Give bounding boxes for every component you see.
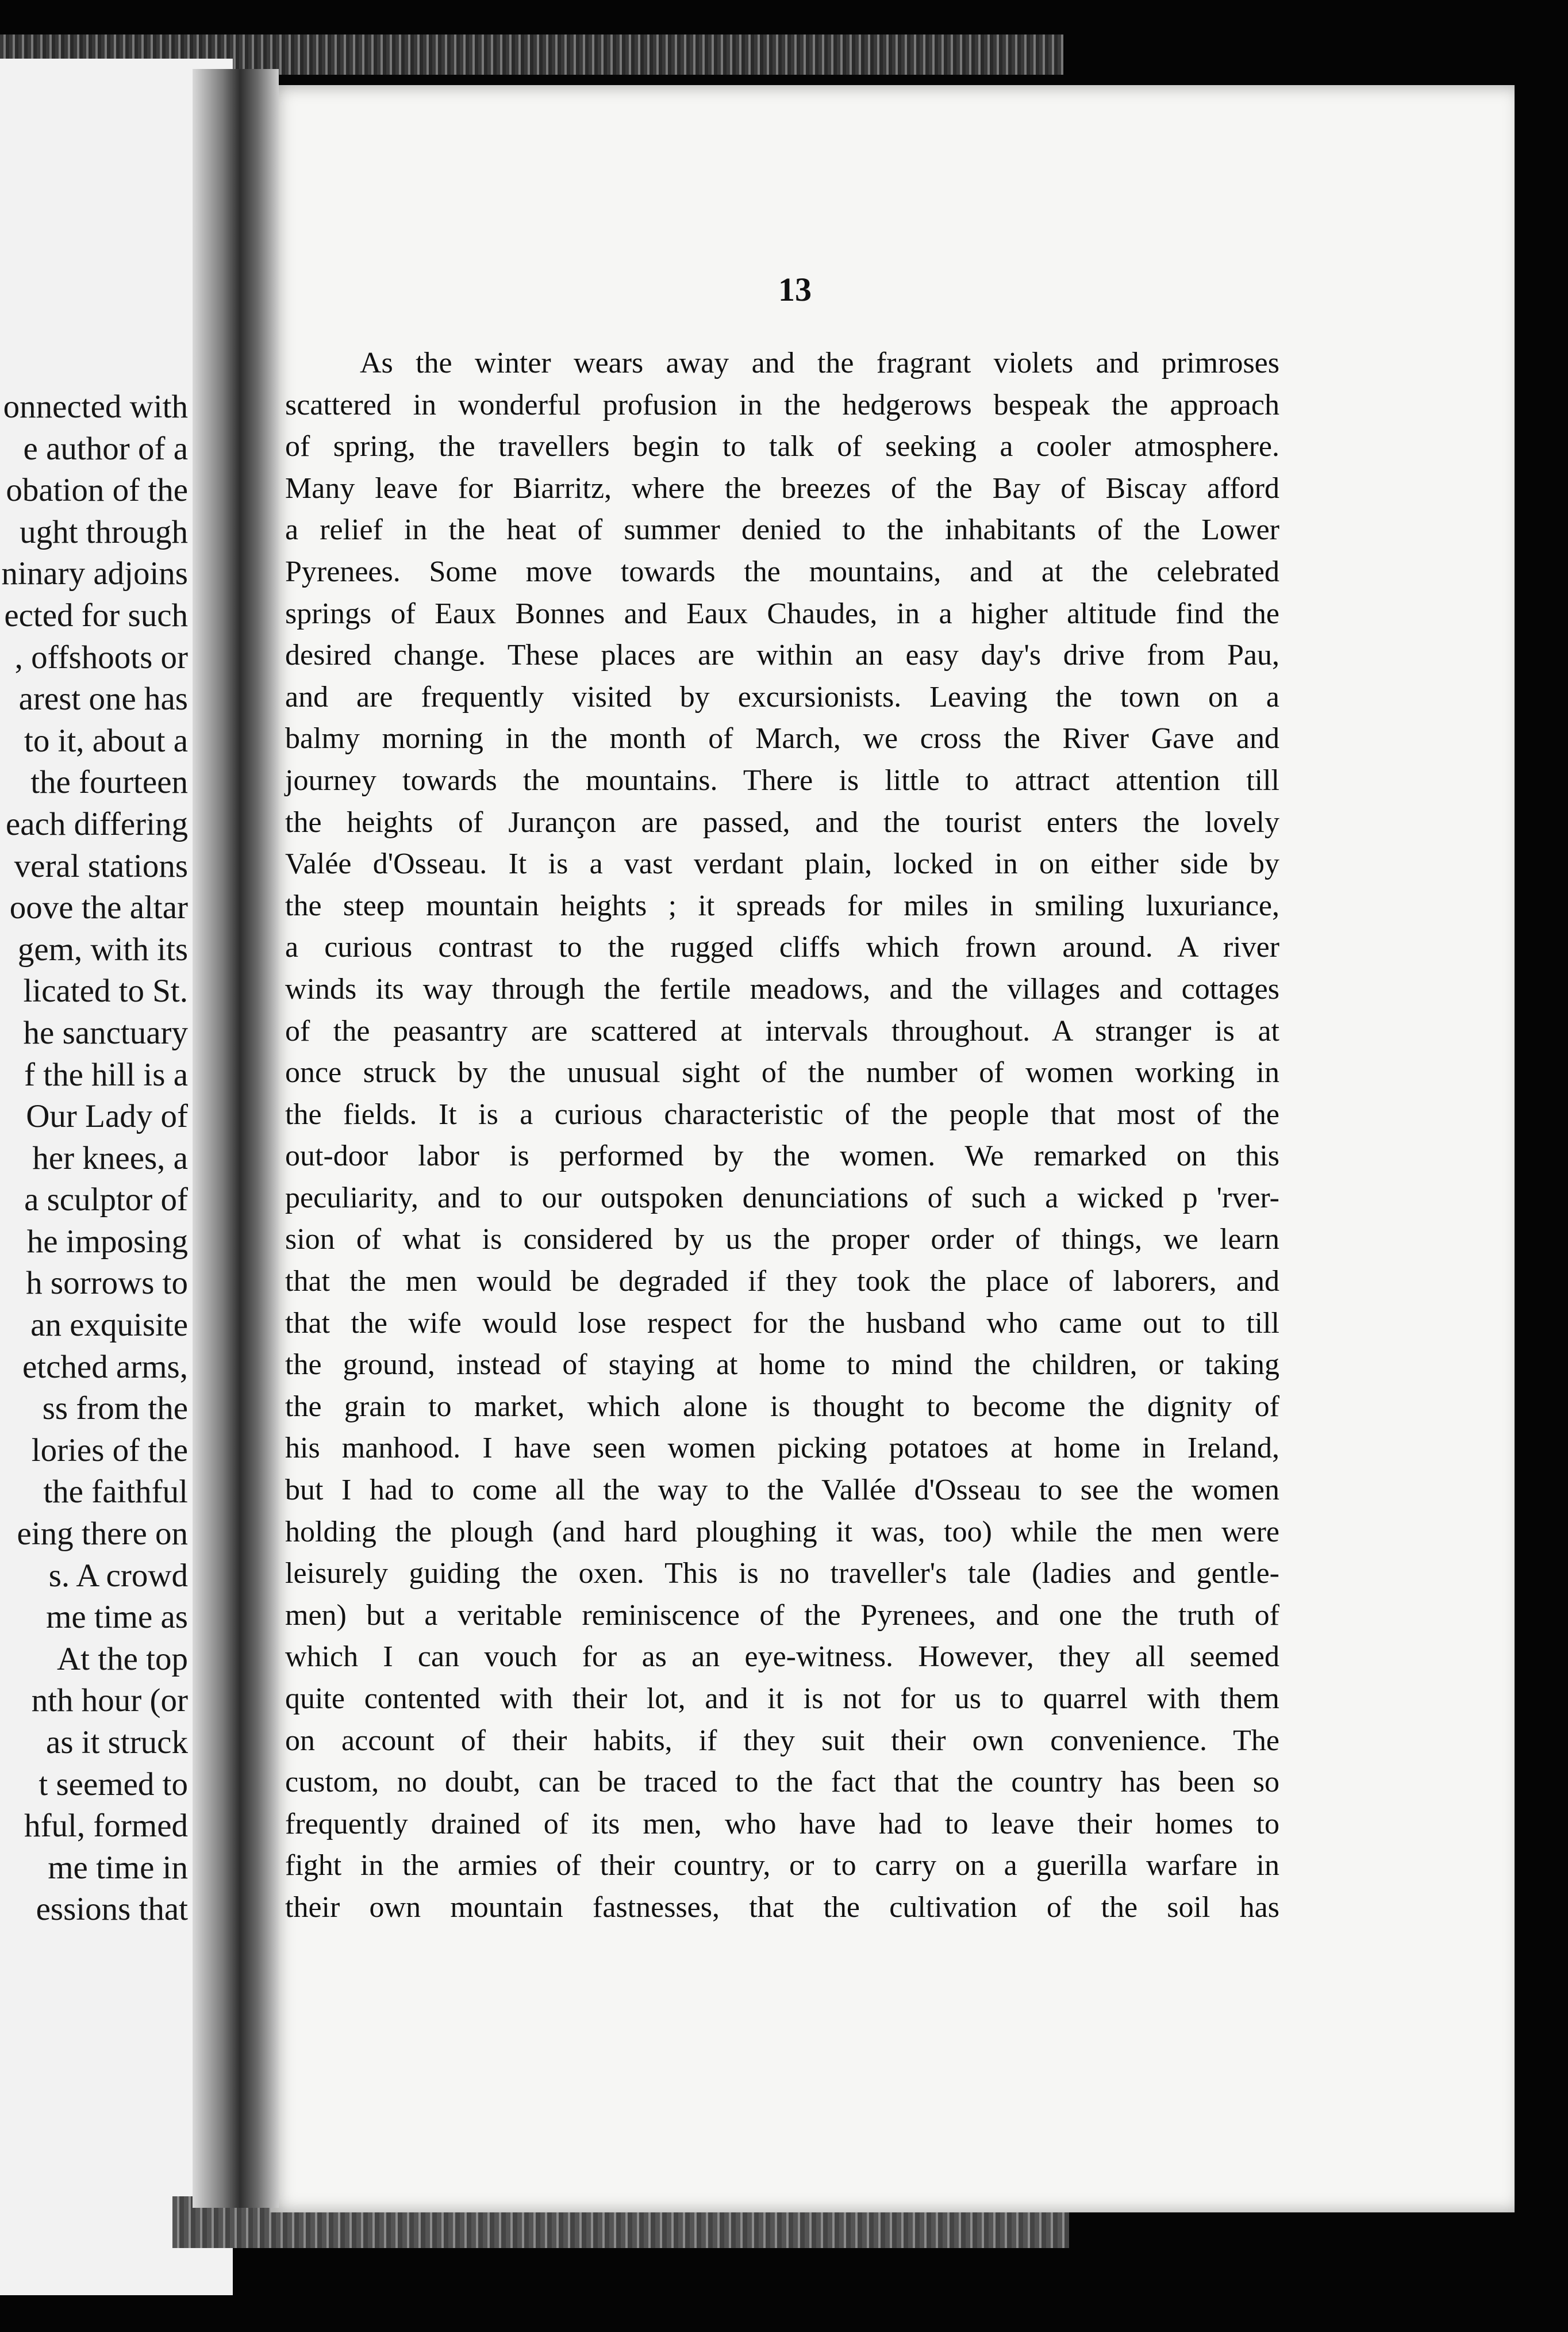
text-line: As the winter wears away and the fragrant violets and primroses bbox=[360, 347, 1279, 379]
left-line: ected for such bbox=[4, 597, 188, 634]
book-gutter-shadow bbox=[193, 69, 279, 2208]
text-line: Many leave for Biarritz, where the breezes of the Bay of Biscay afford bbox=[285, 471, 1279, 505]
text-line: out-door labor is performed by the women. We remarked on this bbox=[285, 1140, 1279, 1173]
text-line: frequently drained of its men, who have had to leave their homes to bbox=[285, 1807, 1279, 1840]
text-line: the fields. It is a curious characteristic of the people that most of the bbox=[285, 1098, 1279, 1131]
left-line: eing there on bbox=[17, 1516, 188, 1552]
text-line: the grain to market, which alone is thought to become the dignity of bbox=[285, 1390, 1279, 1423]
page-number: 13 bbox=[778, 271, 812, 308]
left-line: ught through bbox=[20, 513, 188, 550]
text-line: Pyrenees. Some move towards the mountains, and at the celebrated bbox=[285, 555, 1279, 588]
left-line: arest one has bbox=[18, 681, 188, 718]
text-line: peculiarity, and to our outspoken denunciations of such a wicked p 'rver- bbox=[285, 1181, 1279, 1214]
left-line: etched arms, bbox=[22, 1348, 188, 1385]
left-line: essions that bbox=[36, 1891, 188, 1928]
left-line: he sanctuary bbox=[23, 1014, 188, 1051]
left-line: the fourteen bbox=[30, 764, 188, 801]
left-line: her knees, a bbox=[32, 1140, 188, 1176]
text-line: and are frequently visited by excursionists. Leaving the town on a bbox=[285, 680, 1279, 714]
text-line: but I had to come all the way to the Vallée d'Osseau to see the women bbox=[285, 1474, 1279, 1507]
text-line: men) but a veritable reminiscence of the Pyrenees, and one the truth of bbox=[285, 1598, 1279, 1632]
text-line: journey towards the mountains. There is little to attract attention till bbox=[285, 764, 1279, 797]
text-line: the ground, instead of staying at home to mind the children, or taking bbox=[285, 1348, 1279, 1382]
left-line: to it, about a bbox=[24, 722, 188, 759]
left-line: obation of the bbox=[6, 472, 188, 509]
left-line: At the top bbox=[57, 1640, 188, 1677]
left-line: e author of a bbox=[23, 430, 188, 467]
text-line: balmy morning in the month of March, we cross the River Gave and bbox=[285, 722, 1279, 755]
text-line: his manhood. I have seen women picking potatoes at home in Ireland, bbox=[285, 1432, 1279, 1465]
text-line: quite contented with their lot, and it is not for us to quarrel with them bbox=[285, 1682, 1279, 1715]
left-line: me time as bbox=[46, 1599, 188, 1636]
left-line: lories of the bbox=[31, 1432, 188, 1468]
text-line: the steep mountain heights ; it spreads for miles in smiling luxuriance, bbox=[285, 889, 1279, 922]
left-line: the faithful bbox=[43, 1474, 188, 1510]
left-line: as it struck bbox=[46, 1724, 188, 1760]
left-line: s. A crowd bbox=[48, 1557, 188, 1594]
text-line: leisurely guiding the oxen. This is no traveller's tale (ladies and gentle- bbox=[285, 1557, 1279, 1590]
text-line: on account of their habits, if they suit their own convenience. The bbox=[285, 1724, 1279, 1757]
text-line: the heights of Jurançon are passed, and the tourist enters the lovely bbox=[285, 806, 1279, 839]
left-line: me time in bbox=[48, 1849, 188, 1886]
text-line: a curious contrast to the rugged cliffs which frown around. A river bbox=[285, 931, 1279, 964]
text-line: springs of Eaux Bonnes and Eaux Chaudes, in a higher altitude find the bbox=[285, 597, 1279, 630]
left-line: f the hill is a bbox=[24, 1056, 188, 1093]
text-line: custom, no doubt, can be traced to the fact that the country has been so bbox=[285, 1766, 1279, 1799]
left-line: each differing bbox=[5, 806, 188, 842]
left-line: oove the altar bbox=[9, 889, 188, 926]
left-line: licated to St. bbox=[23, 973, 188, 1010]
left-line: an exquisite bbox=[30, 1307, 188, 1344]
left-line: onnected with bbox=[3, 389, 188, 425]
text-line: a relief in the heat of summer denied to the inhabitants of the Lower bbox=[285, 513, 1279, 547]
text-line: of the peasantry are scattered at intervals throughout. A stranger is at bbox=[285, 1014, 1279, 1048]
body-paragraph bbox=[285, 343, 1279, 1929]
left-page-text bbox=[0, 386, 188, 1931]
text-line: scattered in wonderful profusion in the hedgerows bespeak the approach bbox=[285, 388, 1279, 421]
left-line: veral stations bbox=[14, 847, 188, 884]
text-line: of spring, the travellers begin to talk of seeking a cooler atmosphere. bbox=[285, 430, 1279, 463]
left-line: gem, with its bbox=[17, 931, 188, 968]
text-line: fight in the armies of their country, or to carry on a guerilla warfare in bbox=[285, 1849, 1279, 1882]
left-line: h sorrows to bbox=[26, 1265, 188, 1302]
text-line: Valée d'Osseau. It is a vast verdant plain, locked in on either side by bbox=[285, 847, 1279, 881]
text-line: sion of what is considered by us the proper order of things, we learn bbox=[285, 1223, 1279, 1256]
text-line: that the men would be degraded if they took the place of laborers, and bbox=[285, 1265, 1279, 1298]
text-line: holding the plough (and hard ploughing it was, too) while the men were bbox=[285, 1515, 1279, 1548]
left-line: ninary adjoins bbox=[1, 555, 188, 592]
text-line: which I can vouch for as an eye-witness. However, they all seemed bbox=[285, 1640, 1279, 1674]
left-line: ss from the bbox=[42, 1390, 188, 1427]
text-line: their own mountain fastnesses, that the cultivation of the soil has bbox=[285, 1890, 1279, 1924]
left-line: he imposing bbox=[26, 1223, 188, 1260]
text-line: once struck by the unusual sight of the number of women working in bbox=[285, 1056, 1279, 1090]
left-line: , offshoots or bbox=[14, 639, 188, 676]
left-line: t seemed to bbox=[39, 1766, 188, 1802]
text-line: winds its way through the fertile meadows, and the villages and cottages bbox=[285, 972, 1279, 1006]
left-line: hful, formed bbox=[24, 1808, 188, 1844]
left-line: Our Lady of bbox=[26, 1098, 188, 1135]
left-line: nth hour (or bbox=[31, 1682, 188, 1719]
left-line: a sculptor of bbox=[24, 1182, 188, 1218]
text-line: desired change. These places are within an easy day's drive from Pau, bbox=[285, 639, 1279, 672]
text-line: that the wife would lose respect for the husband who came out to till bbox=[285, 1306, 1279, 1340]
